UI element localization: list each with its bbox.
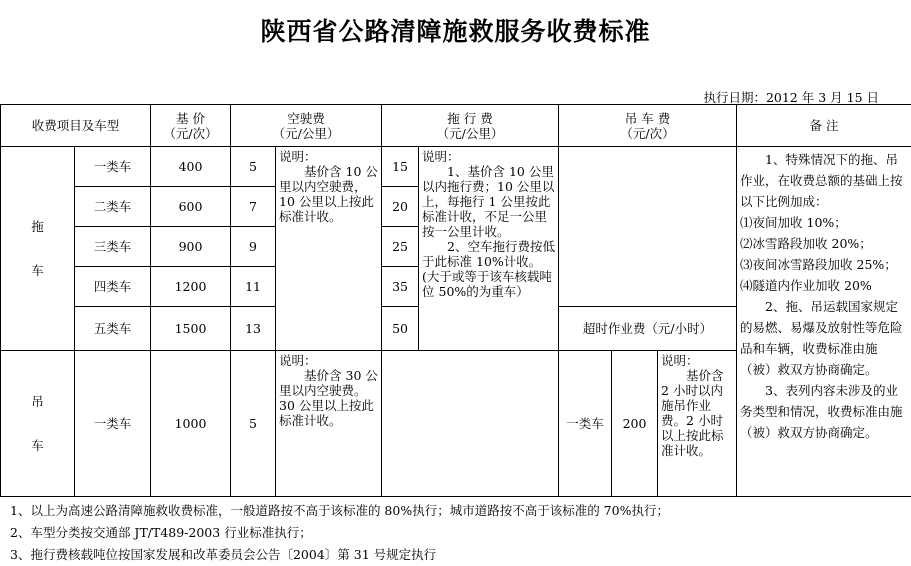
tow-fee-1: 15 [382, 147, 419, 187]
page-title: 陕西省公路清障施救服务收费标准 [0, 12, 911, 48]
lift-overtime-fee: 200 [612, 351, 658, 497]
footnote-2: 2、车型分类按交通部 JT/T489-2003 行业标准执行； [10, 522, 669, 544]
lift-fee-note: 说明： 基价含 2 小时以内施吊作业费。2 小时以上按此标准计收。 [658, 351, 737, 497]
tow-fee-2: 20 [382, 187, 419, 227]
tow-type-2: 二类车 [75, 187, 151, 227]
header-lift: 吊 车 费 （元/次） [559, 105, 737, 147]
tow-base-1: 400 [151, 147, 231, 187]
tow-empty-note: 说明： 基价含 10 公里以内空驶费，10 公里以上按此标准计收。 [276, 147, 382, 351]
tow-base-4: 1200 [151, 267, 231, 307]
tow-fee-note: 说明： 1、基价含 10 公里以内拖行费；10 公里以上，每拖行 1 公里按此标准计收，不足一公里按一公里计收。 2、空车拖行费按低于此标准 10%计收。(大于或等于该车核载吨位 50%的为重车） [419, 147, 559, 351]
tow-fee-4: 35 [382, 267, 419, 307]
tow-empty-2: 7 [231, 187, 276, 227]
header-base: 基 价 （元/次） [151, 105, 231, 147]
header-tow: 拖 行 费 （元/公里） [382, 105, 559, 147]
tow-type-1: 一类车 [75, 147, 151, 187]
remarks: 1、特殊情况下的拖、吊作业，在收费总额的基础上按以下比例加成： ⑴夜间加收 10%； ⑵冰雪路段加收 20%； ⑶夜间冰雪路段加收 25%； ⑷隧道内作业加收 20% 2、拖、吊运载国家规定的易燃、易爆及放射性等危险品和车辆，收费标准由施（被）救双方协商确定。 3、表列内容未涉及的业务类型和情况，收费标准由施（被）救双方协商确定。 [737, 147, 911, 497]
header-remark: 备 注 [737, 105, 911, 147]
table-row [1, 147, 911, 187]
execution-date: 执行日期：2012 年 3 月 15 日 [703, 88, 879, 106]
lift-empty: 5 [231, 351, 276, 497]
header-row [1, 105, 911, 147]
tow-base-2: 600 [151, 187, 231, 227]
tow-label: 拖 车 [1, 147, 75, 351]
lift-label: 吊 车 [1, 351, 75, 497]
tow-fee-3: 25 [382, 227, 419, 267]
tow-empty-3: 9 [231, 227, 276, 267]
header-empty: 空驶费 （元/公里） [231, 105, 382, 147]
tow-empty-1: 5 [231, 147, 276, 187]
lift-base: 1000 [151, 351, 231, 497]
lift-type: 一类车 [75, 351, 151, 497]
header-item: 收费项目及车型 [1, 105, 151, 147]
footnote-3: 3、拖行费核载吨位按国家发展和改革委员会公告〔2004〕第 31 号规定执行 [10, 544, 669, 566]
tow-type-4: 四类车 [75, 267, 151, 307]
tow-empty-5: 13 [231, 307, 276, 351]
lift-overtime-type: 一类车 [559, 351, 612, 497]
footnote-1: 1、以上为高速公路清障施救收费标准，一般道路按不高于该标准的 80%执行；城市道路按不高于该标准的 70%执行； [10, 500, 669, 522]
tow-base-5: 1500 [151, 307, 231, 351]
tow-fee-5: 50 [382, 307, 419, 351]
tow-lift-empty [559, 147, 737, 307]
tow-empty-4: 11 [231, 267, 276, 307]
footnotes [10, 500, 669, 566]
overtime-fee-label: 超时作业费（元/小时） [559, 307, 737, 351]
tow-type-3: 三类车 [75, 227, 151, 267]
tow-base-3: 900 [151, 227, 231, 267]
fee-table [0, 104, 911, 497]
tow-type-5: 五类车 [75, 307, 151, 351]
lift-empty-note: 说明： 基价含 30 公里以内空驶费。30 公里以上按此标准计收。 [276, 351, 382, 497]
lift-tow-empty [382, 351, 559, 497]
